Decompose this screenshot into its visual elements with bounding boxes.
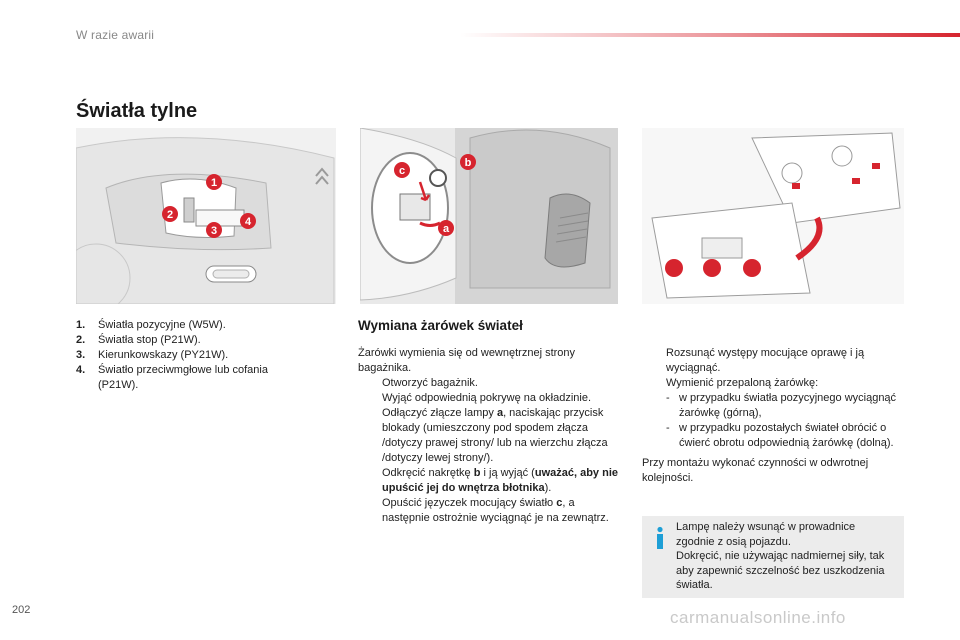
section-title: W razie awarii <box>76 28 155 42</box>
legend-item: 4. Światło przeciwmgłowe lub cofania (P21W). <box>76 364 268 391</box>
trunk-removal-illustration <box>360 128 618 304</box>
intro-text: Żarówki wymienia się od wewnętrznej strony bagażnika. <box>358 347 576 374</box>
svg-text:2: 2 <box>166 209 174 221</box>
step: Odłączyć złącze lampy a, naciskając przycisk blokady (umieszczony pod spodem złącza /dotyczy prawej strony/ lub na wierzchu złącza /dotyczy lewej strony/). <box>382 407 608 464</box>
callout-c <box>394 162 410 178</box>
legend-item: 1. Światła pozycyjne (W5W). <box>76 319 226 331</box>
svg-text:a: a <box>442 223 450 235</box>
svg-text:b: b <box>464 157 472 169</box>
step: Rozsunąć występy mocujące oprawę i ją wyciągnąć. <box>666 347 865 374</box>
step: Wyjąć odpowiednią pokrywę na okładzinie. <box>382 392 592 404</box>
lamp-holder-illustration <box>642 128 904 304</box>
subtitle: Wymiana żarówek świateł <box>358 318 523 333</box>
svg-text:4: 4 <box>244 216 252 228</box>
callout-a <box>438 220 454 236</box>
page-number: 202 <box>12 604 31 616</box>
svg-text:c: c <box>398 165 406 177</box>
instructions-right <box>642 346 906 486</box>
step: Otworzyć bagażnik. <box>382 377 478 389</box>
callout-1 <box>206 174 222 190</box>
reassembly-note: Przy montażu wykonać czynności w odwrotnej kolejności. <box>642 457 869 484</box>
header-rule <box>460 33 960 37</box>
step: Wymienić przepaloną żarówkę: <box>666 377 819 389</box>
callout-3 <box>206 222 222 238</box>
sub-step: - w przypadku pozostałych świateł obrócić o ćwierć obrotu odpowiednią żarówkę (dolną). <box>666 422 894 449</box>
info-icon <box>654 526 666 550</box>
callout-4 <box>240 213 256 229</box>
page-title: Światła tylne <box>76 100 198 122</box>
svg-text:1: 1 <box>210 177 218 189</box>
legend-item: 3. Kierunkowskazy (PY21W). <box>76 349 229 361</box>
rear-lights-illustration <box>76 128 336 304</box>
sub-step: - w przypadku światła pozycyjnego wyciągnąć żarówkę (górną), <box>666 392 897 419</box>
info-line-2: Dokręcić, nie używając nadmiernej siły, tak aby zapewnić szczelność bez uszkodzenia światła. <box>676 550 885 591</box>
step: Opuścić języczek mocujący światło c, a następnie ostrożnie wyciągnąć je na zewnątrz. <box>382 497 609 524</box>
info-box <box>642 516 904 598</box>
light-legend <box>76 318 276 393</box>
callout-2 <box>162 206 178 222</box>
watermark: carmanualsonline.info <box>670 608 846 627</box>
svg-text:3: 3 <box>210 225 218 237</box>
legend-item: 2. Światła stop (P21W). <box>76 334 201 346</box>
info-line-1: Lampę należy wsunąć w prowadnice zgodnie z osią pojazdu. <box>676 521 856 548</box>
callout-b <box>460 154 476 170</box>
instructions-left <box>358 346 620 526</box>
step: Odkręcić nakrętkę b i ją wyjąć (uważać, aby nie upuścić jej do wnętrza błotnika). <box>382 467 618 494</box>
